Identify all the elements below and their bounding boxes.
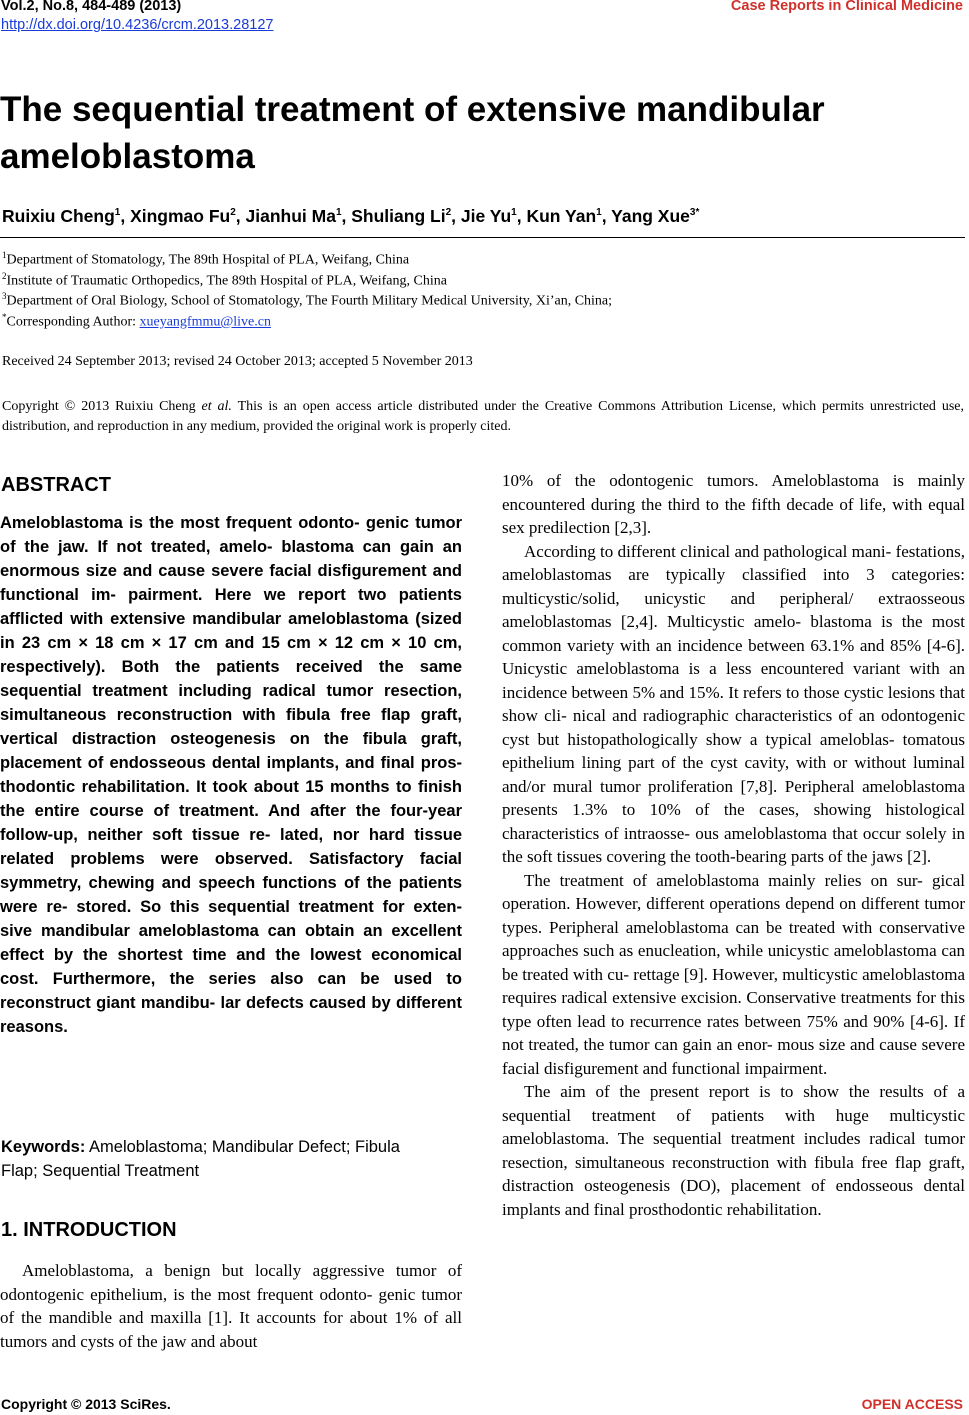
- author-affiliation-mark: 1: [596, 207, 602, 219]
- intro-paragraph: Ameloblastoma, a benign but locally aggressive tumor of odontogenic epithelium, is the most frequent odonto- genic tumor of the mandible and maxilla [1]. It accounts for about 1% of all tumors and cysts of the jaw and about: [0, 1261, 462, 1351]
- journal-reference: Vol.2, No.8, 484-489 (2013): [1, 0, 182, 14]
- corresponding-author: [2, 312, 271, 331]
- received-dates: Received 24 September 2013; revised 24 October 2013; accepted 5 November 2013: [2, 354, 473, 369]
- journal-name: Case Reports in Clinical Medicine: [730, 0, 963, 14]
- affiliation-mark: 1: [2, 250, 7, 260]
- footer-copyright: Copyright © 2013 SciRes.: [1, 1396, 171, 1412]
- affiliation-text: Department of Oral Biology, School of Stomatology, The Fourth Military Medical University, Xi’an, China;: [6, 293, 613, 309]
- author-affiliation-mark: 2: [445, 207, 452, 219]
- license-text: This is an open access article distributed under the Creative Commons Attribution License, which permits unrestricted use, distribution, and reproduction in any medium, provided the original work is properly cited.: [2, 399, 964, 434]
- author: Ruixiu Cheng: [2, 206, 115, 226]
- keywords: [1, 1135, 441, 1183]
- author-list: Ruixiu Cheng$^1$, Xingmao Fu$^2$, Jianhui Ma$^1$, Shuliang Li$^2$, Jie Yu$^1$, Kun Yan$^1$, Yang Xue$^{3*}$: [2, 206, 700, 226]
- paper-title: The sequential treatment of extensive mandibular ameloblastoma: [0, 90, 825, 176]
- doi-link[interactable]: http://dx.doi.org/10.4236/crcm.2013.28127: [1, 17, 274, 33]
- right-column: [502, 469, 965, 1221]
- affiliation: [2, 271, 447, 290]
- intro-paragraph: According to different clinical and pathological mani- festations, ameloblastomas are typically classified into 3 categories: multicystic/solid, unicystic and peripheral/ extraosseous ameloblastomas [2,4]. Multicystic amelo- blastoma is the most common variety with an incidence between 63.1% and 85% [4-6]. Unicystic ameloblastoma is a less encountered variant with an incidence between 5% and 15%. It refers to those cystic lesions that show cli- nical and radiographic characteristics of an odontogenic cyst but histopathologically show a typical ameloblas- tomatous epithelium lining part of the cyst cavity, with or without luminal and/or mural tumor proliferation [7,8]. Peripheral ameloblastoma presents 1.3% to 10% of the cases, showing histological characteristics of intraosse- ous ameloblastoma that occur solely in the soft tissues covering the tooth-bearing parts of the jaws [2].: [502, 541, 965, 866]
- author: Yang Xue: [611, 206, 690, 226]
- header-divider: [0, 237, 965, 238]
- author: Jianhui Ma: [245, 206, 336, 226]
- author: Jie Yu: [460, 206, 512, 226]
- author-affiliation-mark: 1: [335, 207, 342, 219]
- corresponding-mark: *: [2, 312, 7, 322]
- copyright-notice: [2, 397, 964, 437]
- affiliation-text: Institute of Traumatic Orthopedics, The 89th Hospital of PLA, Weifang, China: [6, 273, 447, 289]
- affiliation-mark: 3: [2, 291, 7, 301]
- keywords-text: Ameloblastoma; Mandibular Defect; Fibula Flap; Sequential Treatment: [1, 1138, 400, 1180]
- author-affiliation-mark: 3*: [689, 207, 700, 219]
- author: Shuliang Li: [351, 206, 446, 226]
- intro-paragraph: The aim of the present report is to show the results of a sequential treatment of patients with huge multicystic ameloblastoma. The sequential treatment includes radical tumor resection, simultaneous reconstruction with fibula free flap graft, distraction osteogenesis (DO), placement of endosseous dental implants and final prosthodontic rehabilitation.: [502, 1082, 965, 1219]
- intro-paragraph: The treatment of ameloblastoma mainly relies on sur- gical operation. However, different operations depend on different tumor types. Peripheral ameloblastoma can be treated with conservative approaches such as enucleation, while unicystic ameloblastoma can be treated with cu- rettage [9]. However, multicystic ameloblastoma requires radical extensive excision. Conservative treatments for this type often lead to recurrence rates between 75% and 90% [4-6]. If not treated, the tumor can gain an enor- mous size and cause severe facial disfigurement and functional impairment.: [502, 870, 965, 1078]
- abstract-heading: ABSTRACT: [1, 474, 111, 496]
- footer-open-access: OPEN ACCESS: [861, 1396, 963, 1412]
- author: Xingmao Fu: [130, 206, 231, 226]
- section-heading-introduction: 1. INTRODUCTION: [1, 1219, 177, 1241]
- copyright-text: Copyright © 2013 Ruixiu Cheng: [2, 399, 202, 414]
- intro-paragraph: 10% of the odontogenic tumors. Ameloblastoma is mainly encountered during the third to the fifth decade of life, with equal sex predilection [2,3].: [502, 471, 965, 537]
- corresponding-label: Corresponding Author:: [6, 314, 140, 330]
- corresponding-email-link[interactable]: xueyangfmmu@live.cn: [139, 314, 271, 330]
- author-affiliation-mark: 1: [511, 207, 517, 219]
- affiliation-text: Department of Stomatology, The 89th Hospital of PLA, Weifang, China: [6, 252, 410, 268]
- affiliation: [2, 250, 409, 269]
- author-affiliation-mark: 2: [230, 207, 236, 219]
- author-affiliation-mark: 1: [114, 207, 121, 219]
- keywords-label: Keywords:: [1, 1138, 86, 1156]
- copyright-etal: et al.: [201, 399, 232, 414]
- abstract-text: Ameloblastoma is the most frequent odonto- genic tumor of the jaw. If not treated, amelo- blastoma can gain an enormous size and cause severe facial disfigurement and functional im- pairment. Here we report two patients afflicted with extensive mandibular ameloblastoma (sized in 23 cm × 18 cm × 17 cm and 15 cm × 12 cm × 10 cm, respectively). Both the patients received the same sequential treatment including radical tumor resection, simultaneous reconstruction with fibula free flap graft, vertical distraction osteogenesis on the fibula graft, placement of endosseous dental implants, and final pros- thodontic rehabilitation. It took about 15 months to finish the entire course of treatment. And after the four-year follow-up, neither soft tissue re- lated, nor hard tissue related problems were observed. Satisfactory facial symmetry, chewing and speech functions of the patients were re- stored. So this sequential treatment for exten- sive mandibular ameloblastoma can obtain an excellent effect by the shortest time and the lowest economical cost. Furthermore, the series also can be used to reconstruct giant mandibu- lar defects caused by different reasons.: [0, 514, 462, 1036]
- affiliation: [2, 291, 612, 310]
- author: Kun Yan: [526, 206, 597, 226]
- affiliation-mark: 2: [2, 271, 7, 281]
